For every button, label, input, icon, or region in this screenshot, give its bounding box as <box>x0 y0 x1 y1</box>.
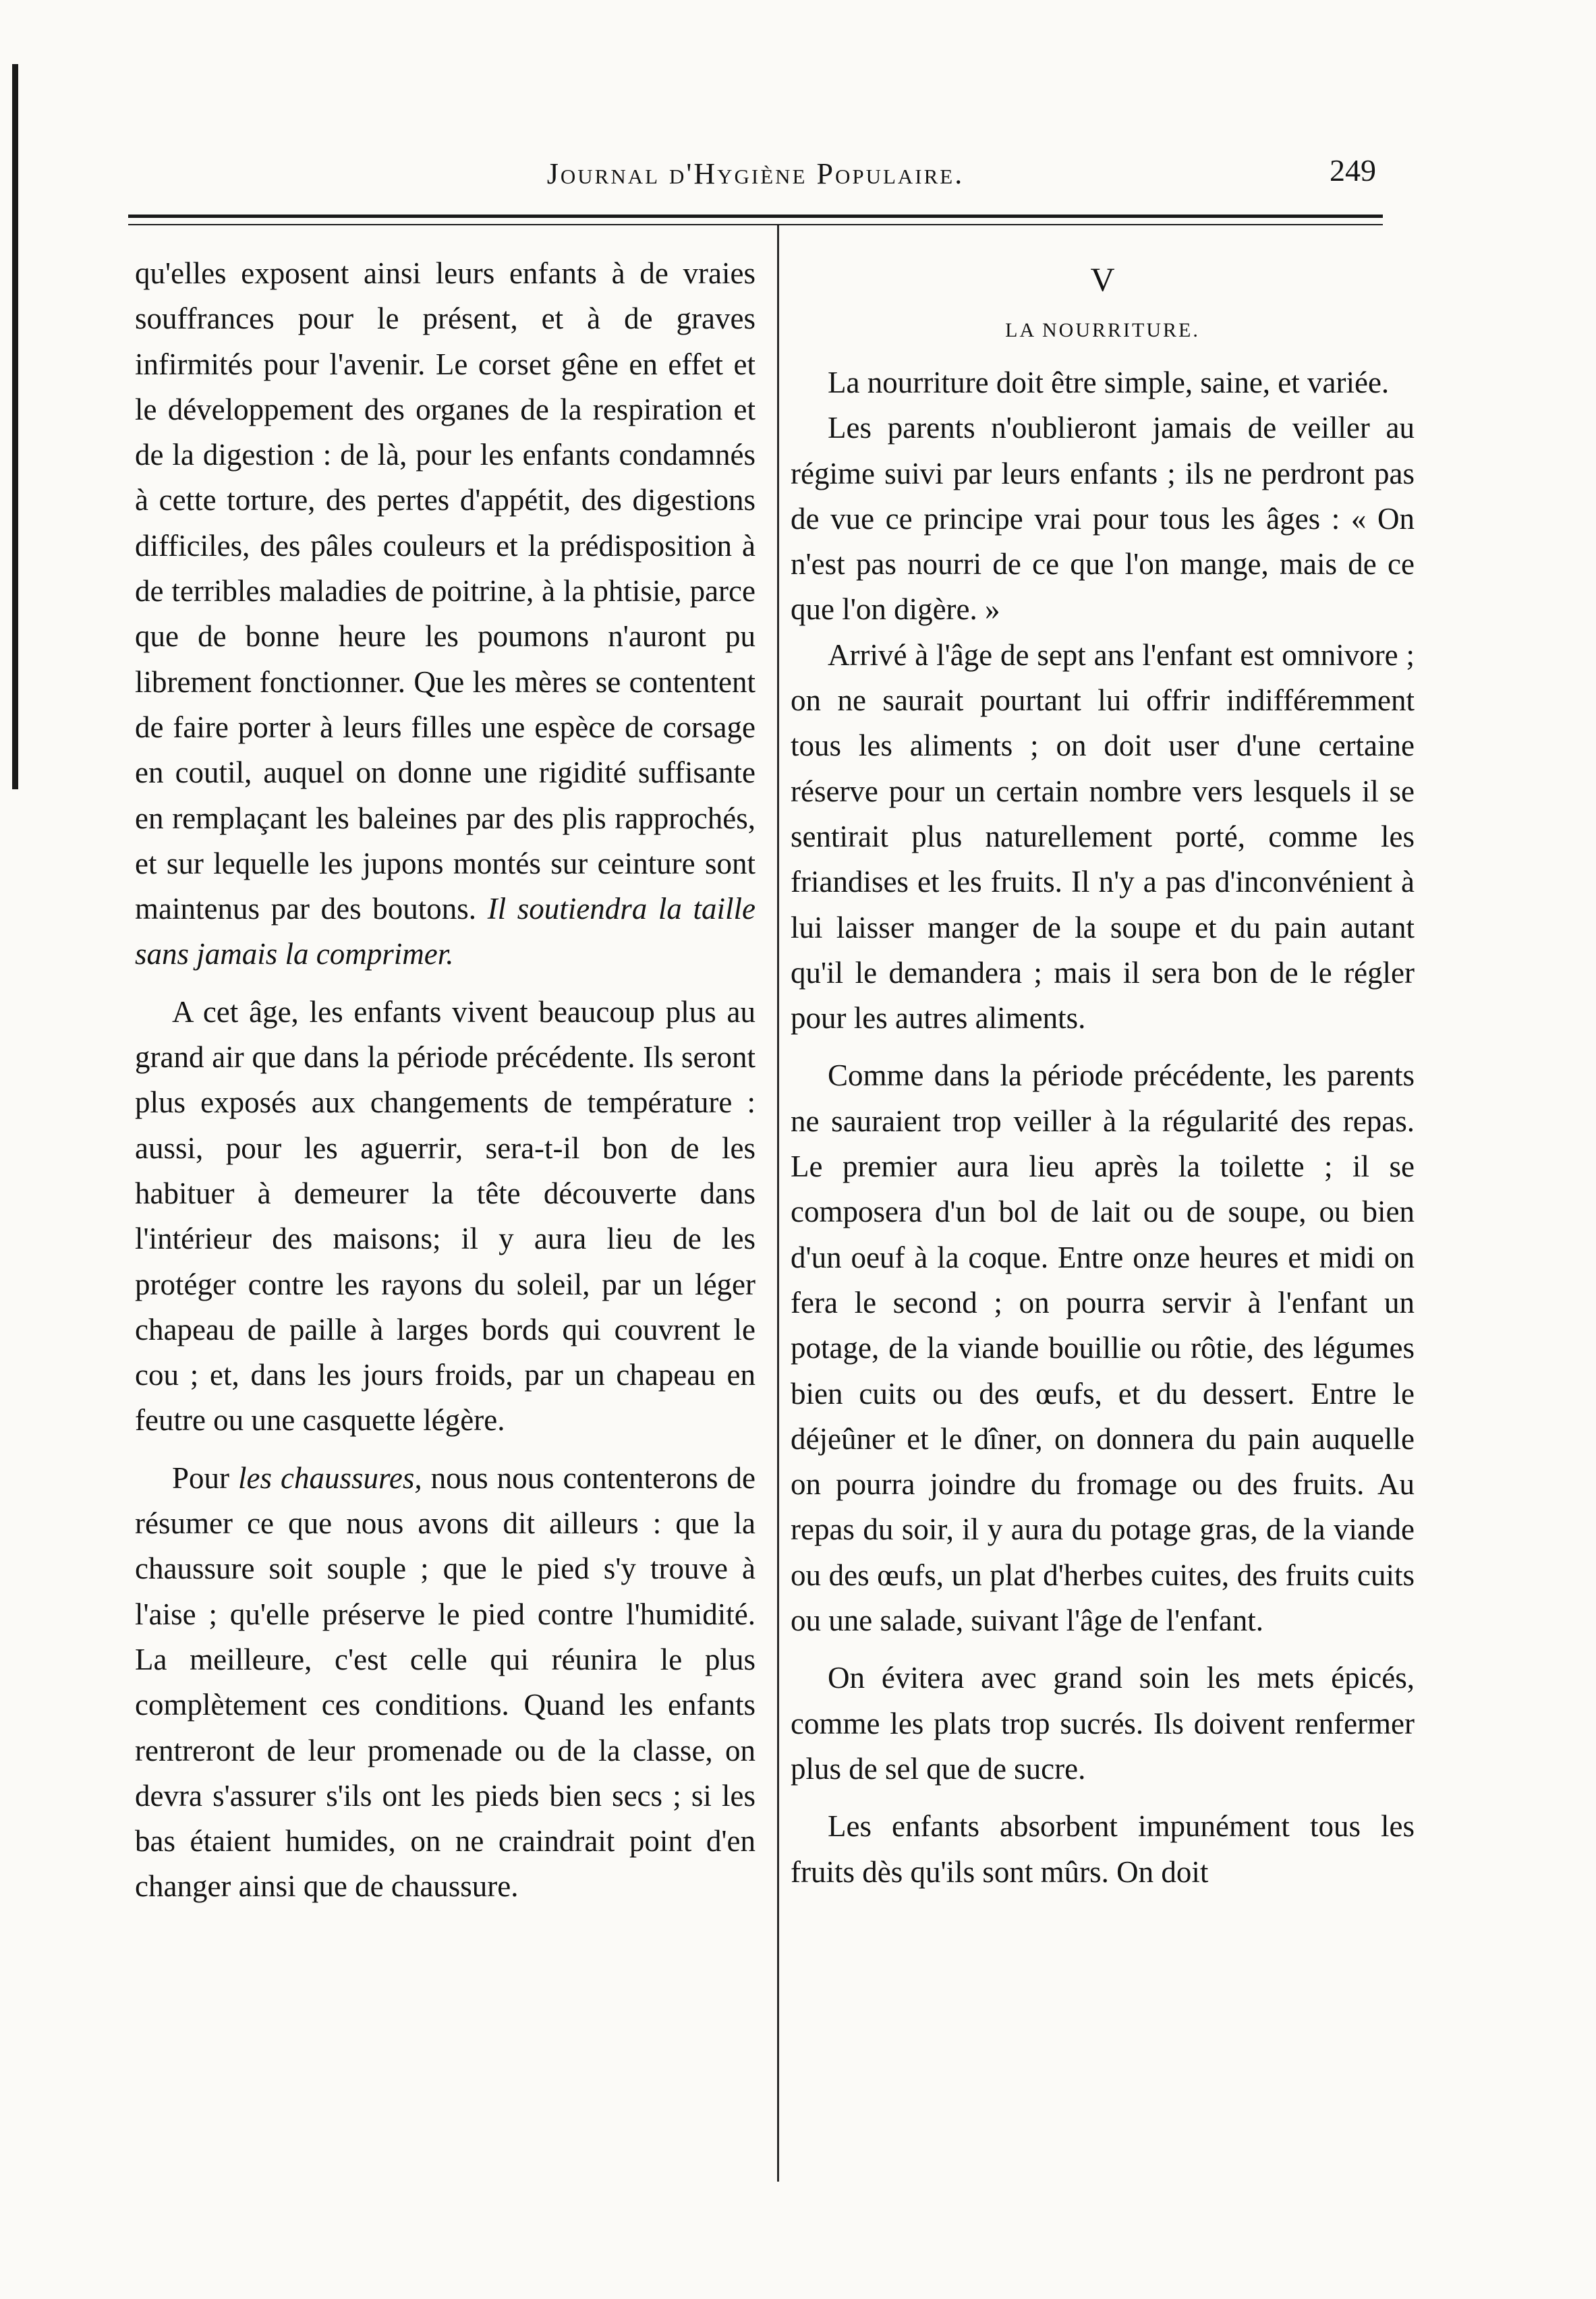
paragraph: qu'elles exposent ainsi leurs enfants à de vraies souffrances pour le présent, et à de graves infirmités pour l'avenir. Le corset gêne en effet et le développement des organes de la respiration et de la digestion : de là, pour les enfants condamnés à cette torture, des pertes d'appétit, des digestions difficiles, des pâles couleurs et la prédisposition à de terribles maladies de poitrine, à la phtisie, parce que de bonne heure les poumons n'auront pu librement fonctionner. Que les mères se contentent de faire porter à leurs filles une espèce de corsage en coutil, auquel on donne une rigidité suffisante en remplaçant les baleines par des plis rapprochés, et sur lequelle les jupons montés sur ceinture sont maintenus par des boutons. Il soutiendra la taille sans jamais la comprimer. <box>135 256 756 971</box>
paragraph: A cet âge, les enfants vivent beaucoup plus au grand air que dans la période précédente. Ils seront plus exposés aux changements de température : aussi, pour les aguerrir, sera-t-il bon de les habituer à demeurer la tête découverte dans l'intérieur des maisons; il y aura lieu de les protéger contre les rayons du soleil, par un léger chapeau de paille à larges bords qui couvrent le cou ; et, dans les jours froids, par un chapeau en feutre ou une casquette légère. <box>135 994 756 1438</box>
page-edge-shadow <box>12 64 18 789</box>
left-column <box>135 251 756 1910</box>
section-title: LA NOURRITURE. <box>1005 319 1200 341</box>
paragraph: Comme dans la période précédente, les parents ne sauraient trop veiller à la régularité des repas. Le premier aura lieu après la toilette ; il se composera d'un bol de lait ou de soupe, ou bien d'un oeuf à la coque. Entre onze heures et midi on fera le second ; on pourra servir à l'enfant un potage, de la viande bouillie ou rôtie, des légumes bien cuits ou des œufs, et du dessert. Entre le déjeûner et le dîner, on donnera du pain auquelle on pourra joindre du fromage ou des fruits. Au repas du soir, il y aura du potage gras, de la viande ou des œufs, un plat d'herbes cuites, des fruits cuits ou une salade, suivant l'âge de l'enfant. <box>791 1058 1415 1638</box>
page-number: 249 <box>1330 153 1376 188</box>
section-number: V <box>1090 260 1115 298</box>
paragraph: Les enfants absorbent impunément tous les fruits dès qu'ils sont mûrs. On doit <box>791 1809 1415 1889</box>
page-header <box>128 153 1383 204</box>
header-rule-thin <box>128 224 1383 225</box>
paragraph: Pour les chaussures, nous nous contenterons de résumer ce que nous avons dit ailleurs : que la chaussure soit souple ; que le pied s'y trouve à l'aise ; qu'elle préserve le pied contre l'humidité. La meilleure, c'est celle qui réunira le plus complètement ces conditions. Quand les enfants rentreront de leur promenade ou de la classe, on devra s'assurer s'ils ont les pieds bien secs ; si les bas étaient humides, on ne craindrait point d'en changer ainsi que de chaussure. <box>135 1460 756 1904</box>
column-divider <box>777 225 779 2182</box>
italic-emphasis: les chaussures, <box>238 1460 422 1495</box>
right-column <box>791 251 1415 1895</box>
running-title: Journal d'Hygiène Populaire. <box>546 157 965 190</box>
paragraph: La nourriture doit être simple, saine, et variée. <box>828 366 1390 399</box>
header-rule <box>128 215 1383 218</box>
paragraph: Les parents n'oublieront jamais de veiller au régime suivi par leurs enfants ; ils ne perdront pas de vue ce principe vrai pour tous les âges : « On n'est pas nourri de ce que l'on mange, mais de ce que l'on digère. » <box>791 411 1415 627</box>
paragraph: Arrivé à l'âge de sept ans l'enfant est omnivore ; on ne saurait pourtant lui offrir indifféremment tous les aliments ; on doit user d'une certaine réserve pour un certain nombre vers lesquels il se sentirait plus naturellement porté, comme les friandises et les fruits. Il n'y a pas d'inconvénient à lui laisser manger de la soupe et du pain autant qu'il le demandera ; mais il sera bon de le régler pour les autres aliments. <box>791 637 1415 1035</box>
paragraph: On évitera avec grand soin les mets épicés, comme les plats trop sucrés. Ils doivent renfermer plus de sel que de sucre. <box>791 1661 1415 1786</box>
italic-emphasis: Il soutiendra la taille sans jamais la comprimer. <box>135 892 756 971</box>
